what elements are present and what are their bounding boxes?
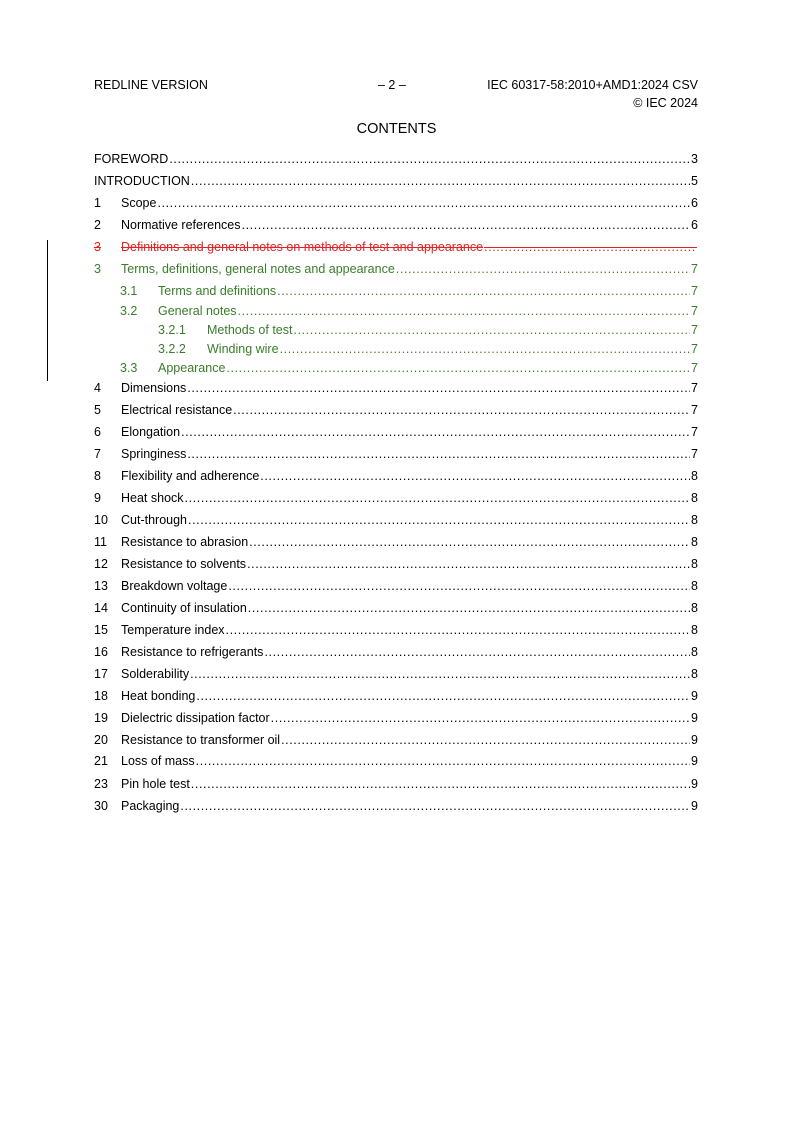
leader-dots [277,282,690,300]
toc-page: 9 [691,799,698,813]
toc-page: 8 [691,513,698,527]
toc-number: 3.2 [120,304,138,318]
toc-number: 23 [94,777,108,791]
toc-page: 6 [691,196,698,210]
toc-entry-3-2[interactable] [94,302,698,320]
leader-dots [169,150,690,168]
toc-number: 21 [94,754,108,768]
toc-page: 9 [691,711,698,725]
toc-label: Resistance to transformer oil [121,733,281,747]
toc-entry-17[interactable] [94,665,698,683]
toc-page: 6 [691,218,698,232]
toc-entry-3-2-2[interactable] [94,340,698,358]
toc-entry-4[interactable] [94,379,698,397]
toc-entry-3-2-1[interactable] [94,321,698,339]
toc-page: 7 [691,304,698,318]
leader-dots [280,340,690,358]
toc-entry-16[interactable] [94,643,698,661]
leader-dots [249,533,690,551]
toc-entry-15[interactable] [94,621,698,639]
toc-entry-23[interactable] [94,775,698,793]
leader-dots [293,321,690,339]
toc-page: 9 [691,689,698,703]
toc-number: 8 [94,469,101,483]
toc-entry-20[interactable] [94,731,698,749]
toc-label: Elongation [121,425,181,439]
toc-number: 5 [94,403,101,417]
leader-dots [181,423,690,441]
toc-page: 8 [691,645,698,659]
toc-label: Cut-through [121,513,188,527]
toc-label: Methods of test [207,323,293,337]
toc-number: 10 [94,513,108,527]
toc-number: 18 [94,689,108,703]
toc-label: Temperature index [121,623,225,637]
change-bar [47,240,48,381]
toc-number: 9 [94,491,101,505]
leader-dots [226,621,691,639]
toc-number: 14 [94,601,108,615]
toc-page: 9 [691,777,698,791]
toc-page: 7 [691,361,698,375]
toc-number: 12 [94,557,108,571]
toc-label: Terms and definitions [158,284,277,298]
standard-designation: IEC 60317-58:2010+AMD1:2024 CSV [487,78,698,92]
leader-dots [188,511,690,529]
toc-label: Solderability [121,667,190,681]
toc-label: Loss of mass [121,754,195,768]
leader-dots [191,775,690,793]
header-right [487,76,698,112]
toc-entry-8[interactable] [94,467,698,485]
toc-page: 3 [691,152,698,166]
toc-page: 5 [691,174,698,188]
leader-dots [196,687,690,705]
toc-entry-12[interactable] [94,555,698,573]
toc-number: 16 [94,645,108,659]
toc-page: 8 [691,667,698,681]
toc-number: 7 [94,447,101,461]
toc-label: Dielectric dissipation factor [121,711,270,725]
copyright: © IEC 2024 [633,96,698,110]
toc-label: Scope [121,196,157,210]
toc-entry-foreword[interactable] [94,150,698,168]
toc-page: 7 [691,323,698,337]
leader-dots [233,401,690,419]
toc-label: Appearance [158,361,226,375]
leader-dots [264,643,690,661]
toc-number: 13 [94,579,108,593]
leader-dots [187,379,690,397]
toc-label: Heat bonding [121,689,196,703]
leader-dots [248,599,690,617]
toc-label: Definitions and general notes on methods of test and appearance [121,240,484,254]
toc-label: Packaging [121,799,180,813]
leader-dots [157,194,690,212]
toc-label: Continuity of insulation [121,601,247,615]
toc-entry-9[interactable] [94,489,698,507]
toc-page: 7 [691,447,698,461]
leader-dots [396,260,690,278]
leader-dots [271,709,690,727]
toc-entry-2[interactable] [94,216,698,234]
toc-number: 6 [94,425,101,439]
toc-label: INTRODUCTION [94,174,190,188]
toc-page: 7 [691,342,698,356]
toc-page: 7 [691,381,698,395]
toc-label: General notes [158,304,237,318]
toc-number: 11 [94,535,107,549]
toc-number: 30 [94,799,108,813]
toc-label: Normative references [121,218,241,232]
toc-number: 3 [94,262,101,276]
toc-entry-11[interactable] [94,533,698,551]
leader-dots [185,489,691,507]
toc-number: 1 [94,196,101,210]
toc-label: Resistance to solvents [121,557,247,571]
toc-entry-13[interactable] [94,577,698,595]
toc-page: 8 [691,535,698,549]
toc-page: 8 [691,579,698,593]
toc-number: 17 [94,667,108,681]
toc-label: Heat shock [121,491,184,505]
toc-page: 8 [691,557,698,571]
toc-number: 3.1 [120,284,138,298]
toc-entry-introduction[interactable] [94,172,698,190]
leader-dots [180,797,690,815]
leader-dots [190,665,690,683]
toc-label: Flexibility and adherence [121,469,260,483]
toc-entry-21[interactable] [94,752,698,770]
toc-label: Pin hole test [121,777,190,791]
leader-dots [281,731,690,749]
toc-entry-19[interactable] [94,709,698,727]
toc-number: 19 [94,711,108,725]
toc-page: 8 [691,469,698,483]
toc-number: 4 [94,381,101,395]
toc-number: 2 [94,218,101,232]
leader-dots [187,445,690,463]
toc-page: 7 [691,284,698,298]
leader-dots [247,555,690,573]
toc-page: 8 [691,491,698,505]
toc-label: Dimensions [121,381,187,395]
page-title: CONTENTS [356,121,437,137]
toc-label: Resistance to refrigerants [121,645,264,659]
toc-page: 8 [691,623,698,637]
toc-entry-7[interactable] [94,445,698,463]
toc-page: 7 [691,403,698,417]
leader-dots [196,752,690,770]
toc-entry-3-inserted[interactable] [94,260,698,278]
toc-entry-5[interactable] [94,401,698,419]
toc-entry-1[interactable] [94,194,698,212]
toc-entry-3-deleted[interactable] [94,238,698,256]
toc-page: 9 [691,733,698,747]
leader-dots [484,238,697,256]
toc-page: 8 [691,601,698,615]
page-number: – 2 – [378,78,406,92]
header-left: REDLINE VERSION [94,78,208,92]
toc-label: Terms, definitions, general notes and appearance [121,262,395,276]
toc-label: Winding wire [207,342,279,356]
toc-page: 9 [691,754,698,768]
leader-dots [260,467,690,485]
toc-page: 7 [691,425,698,439]
toc-number: 3.2.2 [158,342,186,356]
leader-dots [191,172,690,190]
toc-label: FOREWORD [94,152,169,166]
toc-number: 3.2.1 [158,323,186,337]
toc-entry-6[interactable] [94,423,698,441]
leader-dots [242,216,691,234]
toc-entry-3-3[interactable] [94,359,698,377]
leader-dots [226,359,690,377]
toc-entry-30[interactable] [94,797,698,815]
leader-dots [238,302,691,320]
toc-entry-3-1[interactable] [94,282,698,300]
toc-label: Resistance to abrasion [121,535,249,549]
toc-number: 20 [94,733,108,747]
toc-label: Electrical resistance [121,403,233,417]
toc-label: Breakdown voltage [121,579,228,593]
toc-entry-10[interactable] [94,511,698,529]
toc-number: 3 [94,240,101,254]
leader-dots [228,577,690,595]
toc-number: 15 [94,623,108,637]
toc-label: Springiness [121,447,187,461]
toc-entry-18[interactable] [94,687,698,705]
toc-page: 7 [691,262,698,276]
toc-entry-14[interactable] [94,599,698,617]
toc-number: 3.3 [120,361,138,375]
